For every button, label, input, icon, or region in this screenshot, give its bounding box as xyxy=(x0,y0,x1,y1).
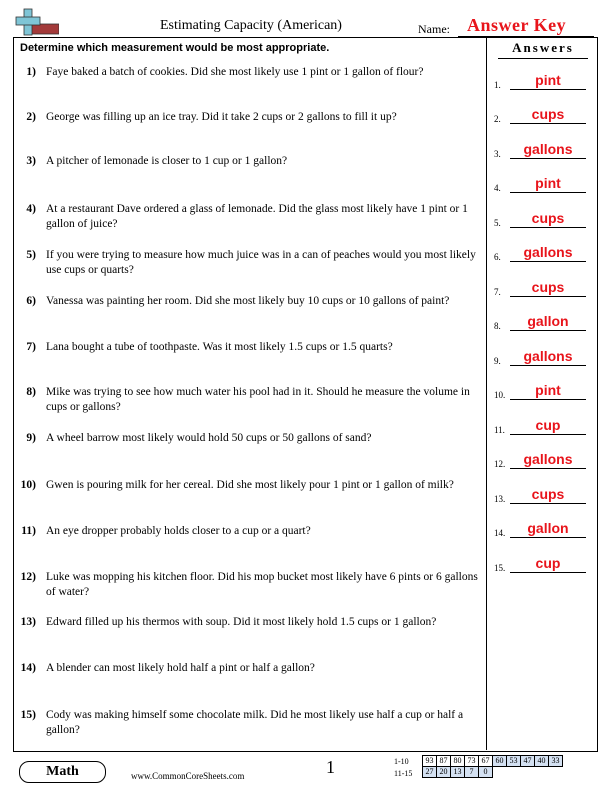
answer-14 xyxy=(494,520,594,538)
score-cell: 0 xyxy=(479,767,493,778)
answer-line xyxy=(510,537,586,538)
score-cell: 33 xyxy=(549,756,563,767)
answer-6 xyxy=(494,244,594,262)
question-number: 3) xyxy=(26,155,36,167)
question-number: 7) xyxy=(26,341,36,353)
answer-number: 7. xyxy=(494,287,501,297)
question-number: 11) xyxy=(21,525,36,537)
answer-13 xyxy=(494,486,594,504)
answer-number: 9. xyxy=(494,356,501,366)
answer-value: gallon xyxy=(527,520,569,536)
answer-number: 2. xyxy=(494,114,501,124)
answer-12 xyxy=(494,451,594,469)
answer-number: 4. xyxy=(494,183,501,193)
answer-number: 12. xyxy=(494,459,506,469)
question-text: An eye dropper probably holds closer to a cup or a quart? xyxy=(46,525,311,537)
question-number: 12) xyxy=(20,571,36,583)
subject-badge: Math xyxy=(19,761,106,783)
answer-line xyxy=(510,123,586,124)
answer-10 xyxy=(494,382,594,400)
answer-value: cups xyxy=(531,106,565,122)
question-number: 6) xyxy=(26,295,36,307)
score-range-11-15: 11-15 xyxy=(394,769,413,778)
question-number: 14) xyxy=(20,662,36,674)
score-cell: 93 xyxy=(423,756,437,767)
answer-11 xyxy=(494,417,594,435)
answer-line xyxy=(510,399,586,400)
answer-number: 11. xyxy=(494,425,505,435)
answer-value: pint xyxy=(535,382,561,398)
question-text: A pitcher of lemonade is closer to 1 cup or 1 gallon? xyxy=(46,155,288,167)
question-number: 10) xyxy=(20,479,36,491)
answer-number: 14. xyxy=(494,528,506,538)
answer-line xyxy=(510,503,586,504)
score-cell: 73 xyxy=(465,756,479,767)
answer-9 xyxy=(494,348,594,366)
question-text: Mike was trying to see how much water his pool had in it. Should he measure the volume in cups or gallons? xyxy=(46,386,470,413)
instructions: Determine which measurement would be most appropriate. xyxy=(20,42,330,54)
question-text: A blender can most likely hold half a pint or half a gallon? xyxy=(46,662,315,674)
answer-line xyxy=(510,468,586,469)
answer-value: gallons xyxy=(523,244,573,260)
question-text: Edward filled up his thermos with soup. Did it most likely hold 1.5 cups or 1 gallon? xyxy=(46,616,437,628)
score-range-labels xyxy=(394,756,412,780)
score-cell: 67 xyxy=(479,756,493,767)
page-number: 1 xyxy=(326,757,335,777)
score-cell: 13 xyxy=(451,767,465,778)
score-cell: 53 xyxy=(507,756,521,767)
answer-line xyxy=(510,89,586,90)
question-number: 8) xyxy=(26,386,36,398)
answer-value: cup xyxy=(535,555,561,571)
question-number: 1) xyxy=(26,66,36,78)
answer-4 xyxy=(494,175,594,193)
question-number: 15) xyxy=(20,709,36,721)
answer-5 xyxy=(494,210,594,228)
answer-value: gallons xyxy=(523,348,573,364)
question-number: 4) xyxy=(26,203,36,215)
question-text: George was filling up an ice tray. Did it take 2 cups or 2 gallons to fill it up? xyxy=(46,111,397,123)
answer-number: 10. xyxy=(494,390,506,400)
score-range-1-10: 1-10 xyxy=(394,757,409,766)
question-text: Luke was mopping his kitchen floor. Did his mop bucket most likely have 6 pints or 6 gallons of water? xyxy=(46,571,478,598)
score-cell: 20 xyxy=(437,767,451,778)
answer-line xyxy=(510,296,586,297)
answer-value: pint xyxy=(535,175,561,191)
answer-value: cups xyxy=(531,486,565,502)
answer-line xyxy=(510,227,586,228)
score-table xyxy=(422,755,563,778)
question-text: At a restaurant Dave ordered a glass of lemonade. Did the glass most likely have 1 pint or 1 gallon of juice? xyxy=(46,203,468,230)
answer-2 xyxy=(494,106,594,124)
answer-value: cups xyxy=(531,210,565,226)
answer-line xyxy=(510,192,586,193)
answer-7 xyxy=(494,279,594,297)
answer-key-label: Answer Key xyxy=(467,15,567,35)
question-text: Faye baked a batch of cookies. Did she most likely use 1 pint or 1 gallon of flour? xyxy=(46,66,424,78)
answer-line xyxy=(510,261,586,262)
answer-8 xyxy=(494,313,594,331)
question-number: 9) xyxy=(26,432,36,444)
question-number: 13) xyxy=(20,616,36,628)
score-cell: 40 xyxy=(535,756,549,767)
question-number: 2) xyxy=(26,111,36,123)
answer-line xyxy=(510,365,586,366)
score-cell: 80 xyxy=(451,756,465,767)
answer-15 xyxy=(494,555,594,573)
answer-1 xyxy=(494,72,594,90)
question-text: If you were trying to measure how much juice was in a can of peaches would you most likely use cups or quarts? xyxy=(46,249,476,276)
score-cell: 7 xyxy=(465,767,479,778)
question-text: Vanessa was painting her room. Did she most likely buy 10 cups or 10 gallons of paint? xyxy=(46,295,450,307)
score-row-1 xyxy=(423,756,563,767)
answers-heading-rule xyxy=(498,58,588,59)
answer-value: cup xyxy=(535,417,561,433)
question-text: Gwen is pouring milk for her cereal. Did she most likely pour 1 pint or 1 gallon of milk? xyxy=(46,479,454,491)
score-cell: 27 xyxy=(423,767,437,778)
answer-line xyxy=(510,434,586,435)
answer-value: pint xyxy=(535,72,561,88)
answer-3 xyxy=(494,141,594,159)
question-text: A wheel barrow most likely would hold 50 cups or 50 gallons of sand? xyxy=(46,432,372,444)
question-number: 5) xyxy=(26,249,36,261)
answer-number: 6. xyxy=(494,252,501,262)
answer-number: 13. xyxy=(494,494,506,504)
answer-number: 1. xyxy=(494,80,501,90)
answer-number: 3. xyxy=(494,149,501,159)
answer-line xyxy=(510,330,586,331)
question-text: Lana bought a tube of toothpaste. Was it most likely 1.5 cups or 1.5 quarts? xyxy=(46,341,393,353)
site-url: www.CommonCoreSheets.com xyxy=(131,771,245,781)
answer-number: 8. xyxy=(494,321,501,331)
worksheet-title: Estimating Capacity (American) xyxy=(160,18,342,33)
question-text: Cody was making himself some chocolate milk. Did he most likely use half a cup or half a gallon? xyxy=(46,709,464,736)
answer-line xyxy=(510,158,586,159)
score-cell: 47 xyxy=(521,756,535,767)
score-cell: 87 xyxy=(437,756,451,767)
name-label: Name: xyxy=(418,22,450,36)
answer-value: gallon xyxy=(527,313,569,329)
score-cell: 60 xyxy=(493,756,507,767)
answers-column-divider xyxy=(486,37,487,750)
answer-value: gallons xyxy=(523,141,573,157)
score-row-2 xyxy=(423,767,563,778)
answer-number: 5. xyxy=(494,218,501,228)
answers-heading: Answers xyxy=(512,40,574,55)
answer-line xyxy=(510,572,586,573)
answer-number: 15. xyxy=(494,563,506,573)
answer-value: cups xyxy=(531,279,565,295)
plus-ruler-logo-icon xyxy=(15,8,59,36)
answer-value: gallons xyxy=(523,451,573,467)
